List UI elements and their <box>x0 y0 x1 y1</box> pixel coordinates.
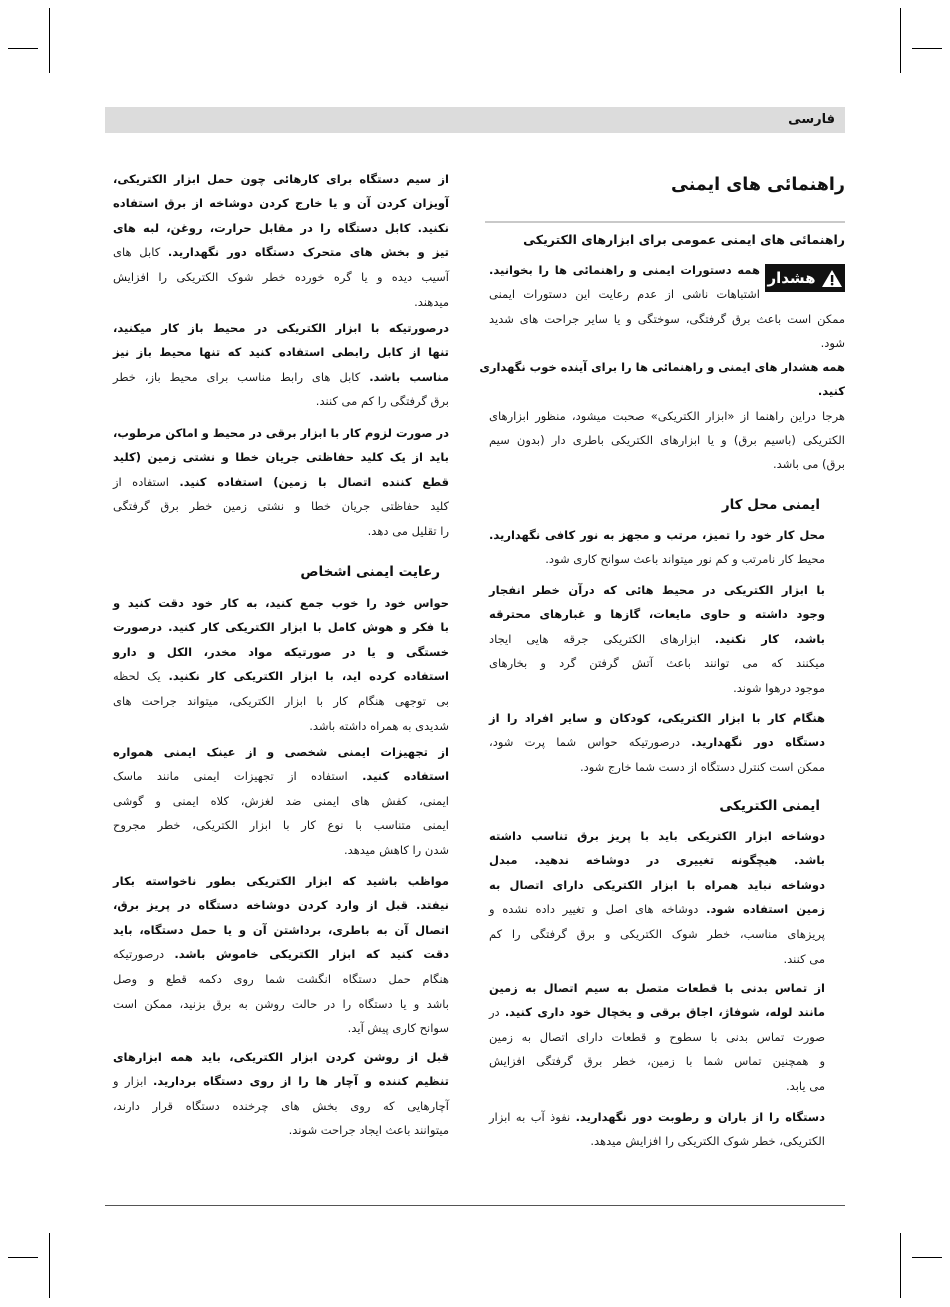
text-line <box>113 445 449 470</box>
body-text: نفوذ آب به ابزار <box>489 1109 571 1124</box>
body-text: برق) می باشد. <box>772 457 845 471</box>
language-label: فارسی <box>788 112 835 127</box>
bold-text: درصورتیکه با ابزار الکتریکی در محیط باز کار میکنید، <box>113 320 449 335</box>
text-line <box>113 191 449 216</box>
bold-text: تنها از کابل رابطی استفاده کنید که تنها محیط باز نیز <box>113 345 449 360</box>
body-text: ممکن است کنترل دستگاه از دست شما خارج شود. <box>579 759 825 774</box>
text-line <box>489 1074 825 1099</box>
bold-text: با ابزار الکتریکی در محیط هائی که درآن خطر انفجار <box>489 582 825 597</box>
warning-triangle-icon <box>821 269 843 288</box>
section-heading: ایمنی محل کار <box>721 497 820 513</box>
text-line <box>489 307 845 331</box>
bold-text: مناسب باشد. <box>369 369 450 384</box>
section-heading: ایمنی الکتریکی <box>719 798 820 814</box>
bold-text: همه دستورات ایمنی و راهنمائی ها را بخوانید. <box>489 263 760 277</box>
text-line <box>113 1016 449 1041</box>
text-line <box>113 664 449 689</box>
text-line <box>113 789 449 814</box>
text-line <box>113 714 449 739</box>
text-line <box>489 897 825 922</box>
bold-text: از تجهیزات ایمنی شخصی و از عینک ایمنی همواره <box>113 744 449 759</box>
text-line <box>113 918 449 943</box>
bold-text: دوشاخه نباید همراه با ابزار الکتریکی دارای اتصال به <box>489 877 825 892</box>
page-title: راهنمائی های ایمنی <box>670 175 845 195</box>
paragraph <box>489 523 825 572</box>
body-text: برق گرفتگی را کم می کنند. <box>315 394 449 409</box>
text-line <box>113 591 449 616</box>
paragraph <box>113 421 449 544</box>
body-text: صورت تماس بدنی با سطوح و قطعات دارای اتصال به زمین <box>489 1029 825 1044</box>
body-text: و همچنین تماس شما با زمین، خطر برق گرفتگی افزایش <box>489 1054 825 1069</box>
bold-text: زمین استفاده شود. <box>706 902 826 917</box>
crop-mark <box>8 1257 38 1258</box>
body-text: میکنند که می توانند باعث آتش گرفتن گرد و بخارهای <box>489 656 825 671</box>
bold-text: استفاده کنید. <box>362 769 450 784</box>
text-line <box>489 331 845 355</box>
body-text: استفاده از تجهیزات ایمنی مانند ماسک <box>113 769 348 784</box>
bold-text: قطع کننده اتصال با زمین) استفاده کنید. <box>179 474 449 489</box>
text-line <box>489 602 825 627</box>
body-text: یک لحظه <box>113 669 161 684</box>
body-text: دوشاخه های اصل و تغییر داده نشده و <box>489 902 699 917</box>
bold-text: از تماس بدنی با قطعات متصل به سیم اتصال به زمین <box>489 980 825 995</box>
crop-mark <box>912 1257 942 1258</box>
paragraph <box>113 740 449 863</box>
body-text: میتوانند باعث ایجاد جراحت شوند. <box>288 1123 449 1138</box>
bold-text: مواظب باشید که ابزار الکتریکی بطور ناخواسته بکار <box>113 873 449 888</box>
bold-text: دستگاه دور نگهدارید. <box>691 735 825 750</box>
text-line <box>113 893 449 918</box>
body-text: اشتباهات ناشی از عدم رعایت این دستورات ایمنی <box>489 287 760 302</box>
body-text: ابزار و <box>113 1074 147 1089</box>
body-text: کابل های رابط مناسب برای محیط باز، خطر <box>113 369 361 384</box>
text-line <box>113 421 449 446</box>
body-text: هرجا دراین راهنما از «ابزار الکتریکی» صحبت میشود، منظور ابزارهای <box>489 408 845 423</box>
body-text: می کنند. <box>783 951 825 966</box>
text-line <box>489 651 825 676</box>
text-line <box>489 1000 825 1025</box>
body-text: ممکن است باعث برق گرفتگی، سوختگی و یا سایر جراحت های شدید <box>489 311 845 326</box>
paragraph <box>113 316 449 414</box>
paragraph <box>489 1105 825 1154</box>
text-line <box>479 355 845 379</box>
bold-text: استفاده کرده اید، با ابزار الکتریکی کار نکنید. <box>168 669 449 684</box>
text-line <box>113 942 449 967</box>
warning-badge <box>765 264 845 292</box>
bold-text: با فکر و هوش کامل با ابزار الکتریکی کار کنید. درصورت <box>113 620 449 635</box>
text-line <box>489 404 845 428</box>
text-line <box>489 873 825 898</box>
body-text: میدهند. <box>414 294 449 309</box>
text-line <box>489 848 825 873</box>
body-text: درصورتیکه حواس شما پرت شود، <box>489 735 681 750</box>
text-line <box>113 740 449 765</box>
body-text: سوانح کاری پیش آید. <box>347 1021 449 1036</box>
body-text: درصورتیکه <box>113 947 165 962</box>
text-line <box>113 316 449 341</box>
bold-text: دستگاه را از باران و رطوبت دور نگهدارید. <box>575 1109 826 1124</box>
body-text: باشد و یا دستگاه را در حالت روشن به برق بزنید، ممکن است <box>113 996 449 1011</box>
text-line <box>489 706 825 731</box>
bold-text: تیز و بخش های متحرک دستگاه دور نگهدارید. <box>167 245 449 260</box>
body-text: شدیدی به همراه داشته باشد. <box>309 718 449 733</box>
body-text: کلید حفاظتی جریان خطا و نشتی زمین خطر برق گرفتگی <box>113 499 449 514</box>
text-line <box>489 379 845 403</box>
bold-text: قبل از روشن کردن ابزار الکتریکی، باید همه ابزارهای <box>113 1049 449 1064</box>
paragraph <box>489 706 825 780</box>
body-text: ایمنی، کفش های ایمنی ضد لغزش، کلاه ایمنی و گوشی <box>113 793 449 808</box>
section-heading: رعایت ایمنی اشخاص <box>300 564 440 580</box>
body-text: آچارهایی که روی بخش های چرخنده دستگاه قرار دارند، <box>113 1098 449 1113</box>
paragraph <box>113 167 449 315</box>
text-line <box>113 764 449 789</box>
body-text: پریزهای مناسب، خطر شوک الکتریکی و برق گرفتگی را کم <box>489 927 825 942</box>
bold-text: در صورت لزوم کار با ابزار برقی در محیط و اماکن مرطوب، <box>113 425 449 440</box>
text-line <box>113 290 449 315</box>
body-text: محیط کار نامرتب و کم نور میتواند باعث سوانح کاری شود. <box>545 552 825 567</box>
body-text: آسیب دیده و یا گره خورده خطر شوک الکتریکی را افزایش <box>113 270 449 285</box>
paragraph <box>489 976 825 1099</box>
text-line <box>113 992 449 1017</box>
bold-text: خستگی و یا در صورتیکه مواد مخدر، الکل و دارو <box>113 644 449 659</box>
text-line <box>113 689 449 714</box>
text-line <box>489 1049 825 1074</box>
warning-label: هشدار <box>767 269 816 287</box>
text-line <box>113 640 449 665</box>
bold-text: از سیم دستگاه برای کارهائی چون حمل ابزار الکتریکی، <box>113 171 449 186</box>
body-text: در <box>489 1005 500 1020</box>
bold-text: آویزان کردن آن و یا خارج کردن دوشاخه از برق استفاده <box>113 196 449 211</box>
body-text: ایمنی متناسب با نوع کار با ابزار الکتریکی، خطر مجروح <box>113 818 449 833</box>
paragraph <box>479 355 845 404</box>
language-header-bar <box>105 107 845 133</box>
text-line <box>489 627 825 652</box>
bold-text: همه هشدار های ایمنی و راهنمائی ها را برای آینده خوب نگهداری <box>479 360 845 374</box>
bold-text: باشد، کار نکنید. <box>714 631 826 646</box>
text-line <box>113 1045 449 1070</box>
text-line <box>489 1129 825 1154</box>
text-line <box>113 869 449 894</box>
body-text: را تقلیل می دهد. <box>367 524 449 539</box>
body-text: الکتریکی، خطر شوک الکتریکی را افزایش میدهد. <box>590 1134 825 1149</box>
bold-text: نیفتد. قبل از وارد کردن دوشاخه دستگاه در پریز برق، <box>113 898 449 913</box>
title-rule <box>485 221 845 223</box>
bold-text: حواس خود را خوب جمع کنید، به کار خود دقت کنید و <box>113 595 449 610</box>
paragraph <box>489 578 825 701</box>
bold-text: نکنید. کابل دستگاه را در مقابل حرارت، روغن، لبه های <box>113 220 449 235</box>
text-line <box>113 494 449 519</box>
crop-mark <box>49 8 50 73</box>
body-text: شود. <box>820 335 845 350</box>
text-line <box>113 813 449 838</box>
bold-text: باید از یک کلید حفاظتی جریان خطا و نشتی زمین (کلید <box>113 450 449 465</box>
body-text: هنگام حمل دستگاه انگشت شما روی دکمه قطع و وصل <box>113 972 449 987</box>
text-line <box>489 1025 825 1050</box>
bold-text: هنگام کار با ابزار الکتریکی، کودکان و سایر افراد را از <box>489 710 825 725</box>
bold-text: دقت کنید که ابزار الکتریکی خاموش باشد. <box>174 947 449 962</box>
text-line <box>113 167 449 192</box>
bold-text: وجود داشته و حاوی مایعات، گازها و غبارهای محترقه <box>489 607 825 622</box>
footer-rule <box>105 1205 845 1206</box>
text-line <box>113 967 449 992</box>
text-line <box>113 216 449 241</box>
text-line <box>489 1105 825 1130</box>
body-text: بی توجهی هنگام کار با ابزار الکتریکی، میتواند جراحت های <box>113 694 449 709</box>
bold-text: کنید. <box>817 384 845 399</box>
bold-text: دوشاخه ابزار الکتریکی باید با پریز برق تناسب داشته <box>489 828 825 843</box>
body-text: موجود درهوا شوند. <box>733 681 825 696</box>
crop-mark <box>912 48 942 49</box>
text-line <box>113 265 449 290</box>
text-line <box>489 730 825 755</box>
text-line <box>489 755 825 780</box>
text-line <box>113 519 449 544</box>
text-line <box>113 615 449 640</box>
text-line <box>113 838 449 863</box>
body-text: کابل های <box>113 245 161 260</box>
crop-mark <box>900 1233 901 1298</box>
text-line <box>113 389 449 414</box>
section-subtitle: راهنمائی های ایمنی عمومی برای ابزارهای الکتریکی <box>523 232 845 247</box>
text-line <box>113 1069 449 1094</box>
text-line <box>489 578 825 603</box>
bold-text: مانند لوله، شوفاژ، اجاق برقی و یخچال خود داری کنید. <box>504 1005 825 1020</box>
text-line <box>113 340 449 365</box>
crop-mark <box>8 48 38 49</box>
text-line <box>113 240 449 265</box>
warning-float <box>765 258 845 304</box>
text-line <box>489 976 825 1001</box>
paragraph <box>489 824 825 972</box>
text-line <box>113 1118 449 1143</box>
body-text: می یابد. <box>786 1079 825 1094</box>
paragraph <box>489 404 845 477</box>
text-line <box>489 523 825 548</box>
body-text: استفاده از <box>113 474 169 489</box>
paragraph <box>113 591 449 739</box>
body-text: ابزارهای الکتریکی جرقه هایی ایجاد <box>489 631 701 646</box>
bold-text: محل کار خود را تمیز، مرتب و مجهز به نور کافی نگهدارید. <box>489 527 825 542</box>
body-text: شدن را کاهش میدهد. <box>344 843 449 858</box>
intro-block <box>479 258 845 476</box>
crop-mark <box>900 8 901 73</box>
text-line <box>489 824 825 849</box>
text-line <box>489 452 845 476</box>
crop-mark <box>49 1233 50 1298</box>
paragraph <box>113 869 449 1041</box>
bold-text: باشد. هیچگونه تغییری در دوشاخه ندهید. مبدل <box>489 853 825 868</box>
text-line <box>489 922 825 947</box>
text-line <box>489 676 825 701</box>
body-text: الکتریکی (باسیم برق) و یا ابزارهای الکتریکی باطری دار (بدون سیم <box>489 432 845 447</box>
paragraph <box>113 1045 449 1143</box>
text-line <box>489 947 825 972</box>
text-line <box>489 547 825 572</box>
text-line <box>489 428 845 452</box>
text-line <box>113 470 449 495</box>
bold-text: تنظیم کننده و آچار ها را از روی دستگاه بردارید. <box>153 1074 449 1089</box>
text-line <box>113 365 449 390</box>
text-line <box>113 1094 449 1119</box>
bold-text: اتصال آن به باطری، برداشتن آن و یا حمل دستگاه، باید <box>113 922 449 937</box>
